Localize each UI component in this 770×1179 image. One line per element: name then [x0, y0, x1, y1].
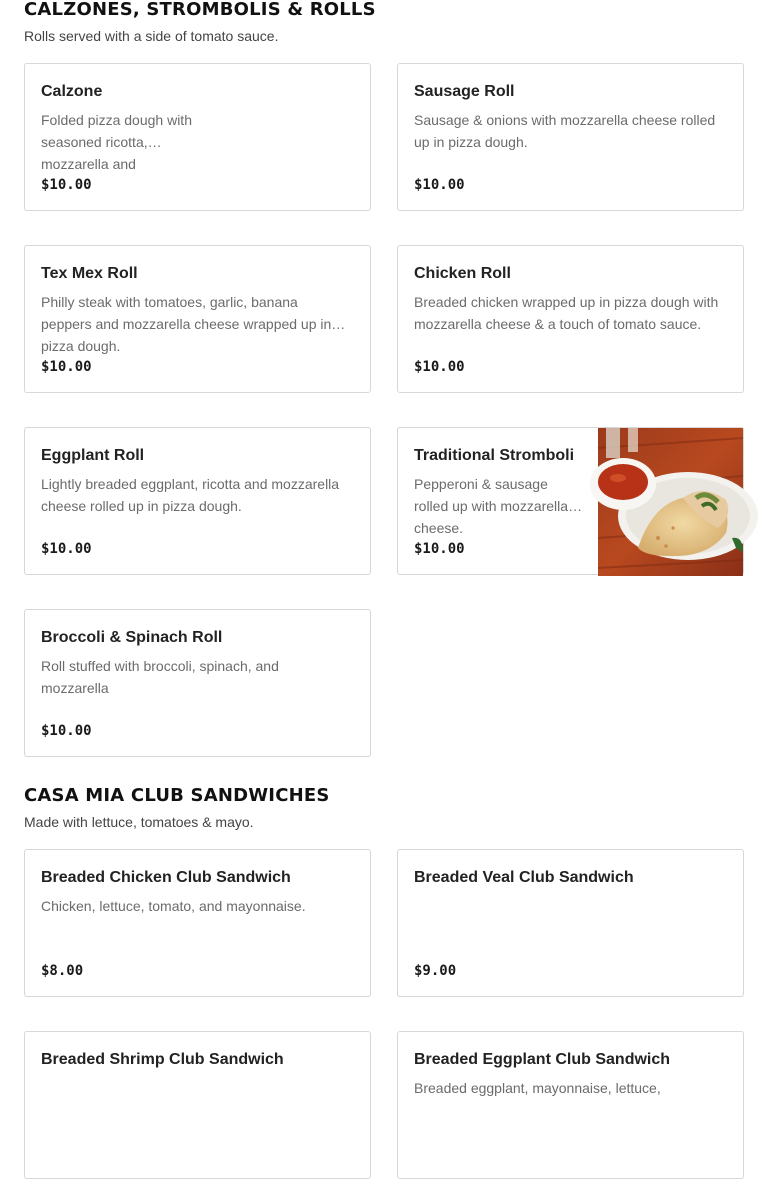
item-price: $9.00 [414, 963, 457, 979]
item-price: $10.00 [414, 541, 465, 557]
item-price: $10.00 [41, 359, 92, 375]
section-subtitle: Rolls served with a side of tomato sauce. [24, 28, 279, 44]
item-name: Breaded Eggplant Club Sandwich [414, 1051, 671, 1068]
item-description: Pepperoni & sausage rolled up with mozzarella cheese. [414, 476, 569, 536]
item-price: $10.00 [41, 177, 92, 193]
item-name: Eggplant Roll [41, 447, 145, 464]
item-description: Roll stuffed with broccoli, spinach, and mozzarella [41, 658, 279, 696]
menu-item-breaded-chicken-club[interactable] [24, 849, 371, 997]
section-subtitle: Made with lettuce, tomatoes & mayo. [24, 814, 254, 830]
item-price: $8.00 [41, 963, 84, 979]
item-name: Sausage Roll [414, 83, 515, 100]
item-price: $10.00 [41, 541, 92, 557]
item-description: Lightly breaded eggplant, ricotta and mozzarella cheese rolled up in pizza dough. [41, 476, 340, 514]
item-price: $10.00 [414, 177, 465, 193]
item-description: Chicken, lettuce, tomato, and mayonnaise. [41, 898, 306, 914]
item-name: Calzone [41, 83, 103, 100]
item-name: Breaded Chicken Club Sandwich [41, 869, 291, 886]
menu-item-breaded-veal-club[interactable] [397, 849, 744, 997]
item-name: Tex Mex Roll [41, 265, 138, 282]
menu-item-chicken-roll[interactable] [397, 245, 744, 393]
item-price: $10.00 [414, 359, 465, 375]
item-name: Chicken Roll [414, 265, 511, 282]
section-calzones [24, 0, 746, 44]
menu-item-sausage-roll[interactable] [397, 63, 744, 211]
item-description: Breaded eggplant, mayonnaise, lettuce, [414, 1080, 661, 1096]
section-title: CASA MIA CLUB SANDWICHES [24, 785, 330, 806]
item-name: Breaded Shrimp Club Sandwich [41, 1051, 284, 1068]
menu-item-traditional-stromboli[interactable] [397, 427, 744, 575]
item-price: $10.00 [41, 723, 92, 739]
item-name: Breaded Veal Club Sandwich [414, 869, 634, 886]
item-name: Traditional Stromboli [414, 447, 575, 464]
menu-item-broccoli-spinach-roll[interactable] [24, 609, 371, 757]
menu-item-breaded-eggplant-club[interactable] [397, 1031, 744, 1179]
section-club-sandwiches [24, 786, 746, 830]
item-description: Philly steak with tomatoes, garlic, banana peppers and mozzarella cheese wrapped up in pizza dough. [41, 294, 332, 354]
section-title: CALZONES, STROMBOLIS & ROLLS [24, 0, 376, 20]
menu-item-breaded-shrimp-club[interactable] [24, 1031, 371, 1179]
item-description: Folded pizza dough with seasoned ricotta, mozzarella and [41, 112, 192, 172]
menu-item-eggplant-roll[interactable] [24, 427, 371, 575]
item-description: Sausage & onions with mozzarella cheese rolled up in pizza dough. [414, 112, 716, 150]
menu-item-calzone[interactable] [24, 63, 371, 211]
item-name: Broccoli & Spinach Roll [41, 629, 223, 646]
item-description: Breaded chicken wrapped up in pizza dough with mozzarella cheese & a touch of tomato sauce. [414, 294, 719, 332]
menu-item-tex-mex-roll[interactable] [24, 245, 371, 393]
stromboli-photo [598, 428, 743, 576]
